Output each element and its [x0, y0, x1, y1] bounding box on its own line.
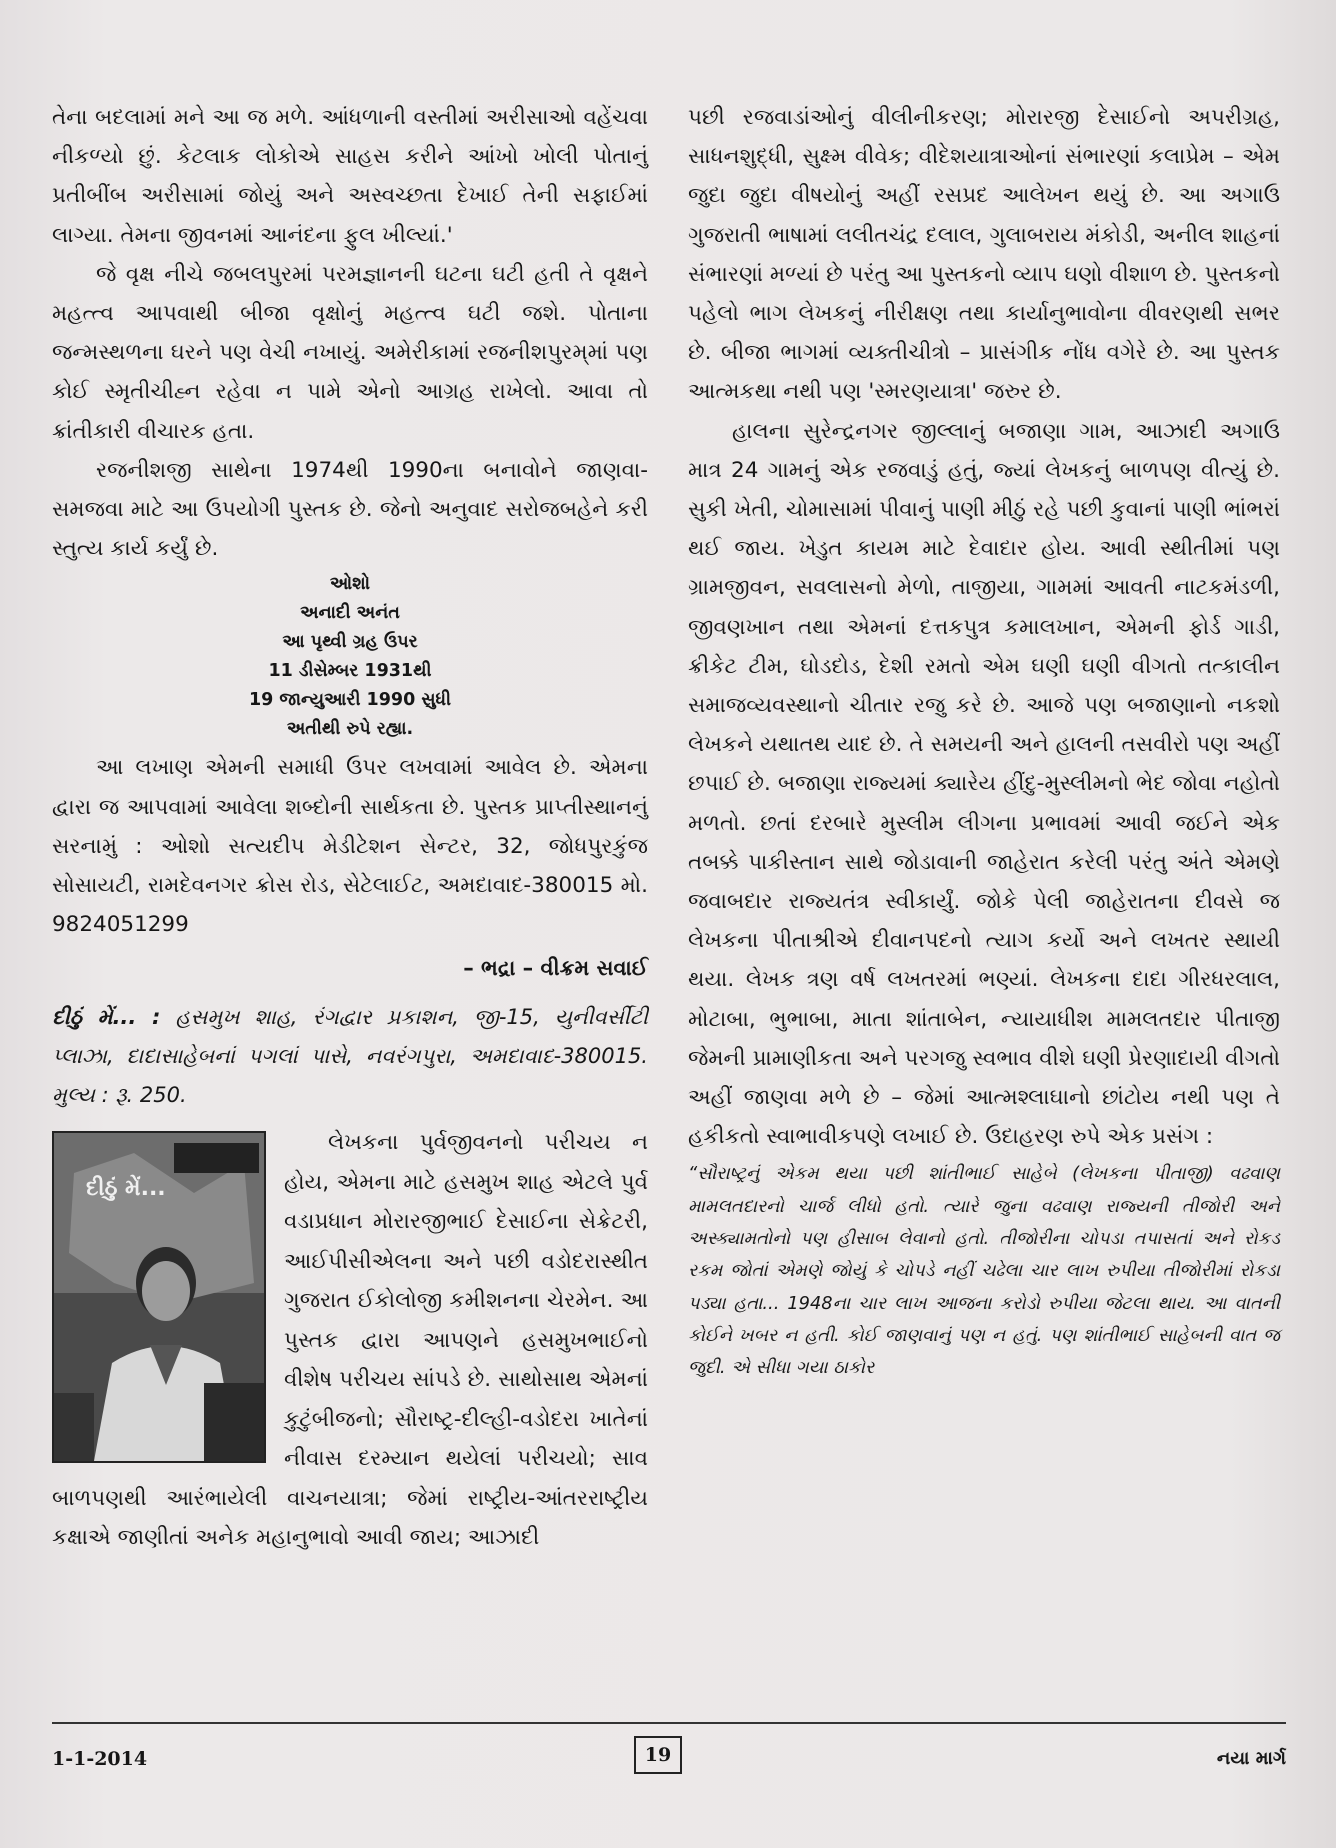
book-cover-image	[52, 1131, 266, 1463]
paragraph: લેખકના પુર્વજીવનનો પરીચય ન હોય, એમના માટે હસમુખ શાહ એટલે પુર્વ વડાપ્રધાન મોરારજીભાઈ દેસાઈના સેક્રેટરી, આઈપીસીએલના અને પછી વડોદરાસ્થીત ગુજરાત ઈકોલોજી કમીશનના ચેરમેન. આ પુસ્તક દ્વારા આપણને હસમુખભાઈનો વીશેષ પરીચય સાંપડે છે. સાથોસાથ એમનાં કુટુંબીજનો; સૌરાષ્ટ્ર-દીલ્હી-વડોદરા ખાતેનાં નીવાસ દરમ્યાન થયેલાં પરીચયો; સાવ બાળપણથી આરંભાયેલી વાચનયાત્રા; જેમાં રાષ્ટ્રીય-આંતરરાષ્ટ્રીય કક્ષાએ જાણીતાં અનેક મહાનુભાવો આવી જાય; આઝાદી	[52, 1130, 648, 1551]
left-column	[52, 98, 648, 1558]
epitaph-line: આ પૃથ્વી ગ્રહ ઉપર	[282, 632, 418, 653]
paragraph: “સૌરાષ્ટ્રનું એકમ થયા પછી શાંતીભાઈ સાહેબે (લેખકના પીતાજી) વઢવાણ મામલતદારનો ચાર્જ લીધો હતો. ત્યારે જુના વઢવાણ રાજ્યની તીજોરી અને અસ્ક્યામતોનો પણ હીસાબ લેવાનો હતો. તીજોરીના ચોપડા તપાસતાં અને રોકડ રકમ જોતાં એમણે જોયું કે ચોપડે નહીં ચઢેલા ચાર લાખ રુપીયા તીજોરીમાં રોકડા પડ્યા હતા... 1948ના ચાર લાખ આજના કરોડો રુપીયા જેટલા થાય. આ વાતની કોઈને ખબર ન હતી. કોઈ જાણવાનું પણ ન હતું. પણ શાંતીભાઈ સાહેબની વાત જ જુદી. એ સીધા ગયા ઠાકોર	[688, 1163, 1280, 1379]
book-title: દીઠું મેં... :	[52, 1005, 161, 1030]
paragraph: આ લખાણ એમની સમાધી ઉપર લખવામાં આવેલ છે. એમના દ્વારા જ આપવામાં આવેલા શબ્દોની સાર્થકતા છે. પુસ્તક પ્રાપ્તીસ્થાનનું સરનામું : ઓશો સત્યદીપ મેડીટેશન સેન્ટર, 32, જોધપુરકુંજ સોસાયટી, રામદેવનગર ક્રોસ રોડ, સેટેલાઈટ, અમદાવાદ-380015 મો. 9824051299	[52, 755, 648, 938]
epitaph-line: ઓશો	[329, 574, 371, 595]
paragraph: તેના બદલામાં મને આ જ મળે. આંધળાની વસ્તીમાં અરીસાઓ વહેંચવા નીકળ્યો છું. કેટલાક લોકોએ સાહસ કરીને આંખો ખોલી પોતાનું પ્રતીબીંબ અરીસામાં જોયું અને અસ્વચ્છતા દેખાઈ તેની સફાઈમાં લાગ્યા. તેમના જીવનમાં આનંદના ફુલ ખીલ્યાં.'	[52, 105, 648, 248]
page-number: 19	[634, 1736, 682, 1774]
paragraph: રજનીશજી સાથેના 1974થી 1990ના બનાવોને જાણવા-સમજવા માટે આ ઉપયોગી પુસ્તક છે. જેનો અનુવાદ સરોજબહેને કરી સ્તુત્ય કાર્ય કર્યું છે.	[52, 457, 648, 562]
paragraph: પછી રજવાડાંઓનું વીલીનીકરણ; મોરારજી દેસાઈનો અપરીગ્રહ, સાધનશુદ્ધી, સુક્ષ્મ વીવેક; વીદેશયાત્રાઓનાં સંભારણાં કલાપ્રેમ – એમ જુદા જુદા વીષયોનું અહીં રસપ્રદ આલેખન થયું છે. આ અગાઉ ગુજરાતી ભાષામાં લલીતચંદ્ર દલાલ, ગુલાબરાય મંકોડી, અનીલ શાહનાં સંભારણાં મળ્યાં છે પરંતુ આ પુસ્તકનો વ્યાપ ઘણો વીશાળ છે. પુસ્તકનો પહેલો ભાગ લેખકનું નીરીક્ષણ તથા કાર્યાનુભાવોના વીવરણથી સભર છે. બીજા ભાગમાં વ્યક્તીચીત્રો – પ્રાસંગીક નોંધ વગેરે છે. આ પુસ્તક આત્મકથા નથી પણ 'સ્મરણયાત્રા' જરુર છે.	[688, 105, 1280, 405]
quoted-passage	[688, 1158, 1280, 1384]
epitaph-line: 11 ડીસેમ્બર 1931થી	[268, 661, 432, 682]
right-column	[688, 98, 1280, 1385]
footer-rule	[52, 1722, 1286, 1724]
book-cover-photo-icon	[54, 1133, 264, 1461]
issue-date: 1-1-2014	[52, 1748, 148, 1770]
book-review-heading	[52, 998, 648, 1115]
reviewer-signature: – ભદ્રા – વીક્રમ સવાઈ	[463, 956, 648, 981]
epitaph-block	[52, 570, 648, 744]
cover-title: દીઠું મેં...	[86, 1176, 166, 1202]
book-review-body	[52, 1123, 648, 1558]
paragraph: જે વૃક્ષ નીચે જબલપુરમાં પરમજ્ઞાનની ઘટના ઘટી હતી તે વૃક્ષને મહત્ત્વ આપવાથી બીજા વૃક્ષોનું મહત્ત્વ ઘટી જશે. પોતાના જન્મસ્થળના ઘરને પણ વેચી નખાયું. અમેરીકામાં રજનીશપુરમ્‌માં પણ કોઈ સ્મૃતીચીહ્ન રહેવા ન પામે એનો આગ્રહ રાખેલો. આવા તો ક્રાંતીકારી વીચારક હતા.	[52, 261, 648, 444]
book-details: હસમુખ શાહ, રંગદ્વાર પ્રકાશન, જી-15, યુનીવર્સીટી પ્લાઝા, દાદાસાહેબનાં પગલાં પાસે, નવરંગપુરા, અમદાવાદ-380015. મુલ્ય : રૂ. 250.	[52, 1005, 649, 1108]
paragraph: હાલના સુરેન્દ્રનગર જીલ્લાનું બજાણા ગામ, આઝાદી અગાઉ માત્ર 24 ગામનું એક રજવાડું હતું, જ્યાં લેખકનું બાળપણ વીત્યું છે. સુકી ખેતી, ચોમાસામાં પીવાનું પાણી મીઠું રહે પછી કુવાનાં પાણી ભાંભરાં થઈ જાય. ખેડુત કાયમ માટે દેવાદાર હોય. આવી સ્થીતીમાં પણ ગ્રામજીવન, સવલાસનો મેળો, તાજીયા, ગામમાં આવતી નાટકમંડળી, જીવણખાન તથા એમનાં દત્તકપુત્ર કમાલખાન, એમની ફોર્ડ ગાડી, ક્રીકેટ ટીમ, ઘોડદોડ, દેશી રમતો એમ ઘણી ઘણી વીગતો તત્કાલીન સમાજવ્યવસ્થાનો ચીતાર રજુ કરે છે. આજે પણ બજાણાનો નકશો લેખકને યથાતથ યાદ છે. તે સમયની અને હાલની તસવીરો પણ અહીં છપાઈ છે. બજાણા રાજ્યમાં ક્યારેય હીંદુ-મુસ્લીમનો ભેદ જોવા નહોતો મળતો. છતાં દરબારે મુસ્લીમ લીગના પ્રભાવમાં આવી જઈને એક તબક્કે પાકીસ્તાન સાથે જોડાવાની જાહેરાત કરેલી પરંતુ અંતે એમણે જવાબદાર રાજ્યતંત્ર સ્વીકાર્યું. જોકે પેલી જાહેરાતના દીવસે જ લેખકના પીતાશ્રીએ દીવાનપદનો ત્યાગ કર્યો અને લખતર સ્થાયી થયા. લેખક ત્રણ વર્ષ લખતરમાં ભણ્યાં. લેખકના દાદા ગીરધરલાલ, મોટાબા, ભુભાબા, માતા શાંતાબેન, ન્યાયાધીશ મામલતદાર પીતાજી જેમની પ્રામાણીકતા અને પરગજુ સ્વભાવ વીશે ઘણી પ્રેરણાદાયી વીગતો અહીં જાણવા મળે છે – જેમાં આત્મશ્લાઘાનો છાંટોય નથી પણ તે હકીકતો સ્વાભાવીકપણે લખાઈ છે. ઉદાહરણ રુપે એક પ્રસંગ :	[688, 418, 1280, 1150]
epitaph-line: અનાદી અનંત	[300, 603, 400, 624]
epitaph-line: 19 જાન્યુઆરી 1990 સુધી	[248, 690, 452, 711]
magazine-name: નયા માર્ગ	[1216, 1748, 1286, 1769]
epitaph-line: અતીથી રુપે રહ્યા.	[286, 719, 414, 740]
